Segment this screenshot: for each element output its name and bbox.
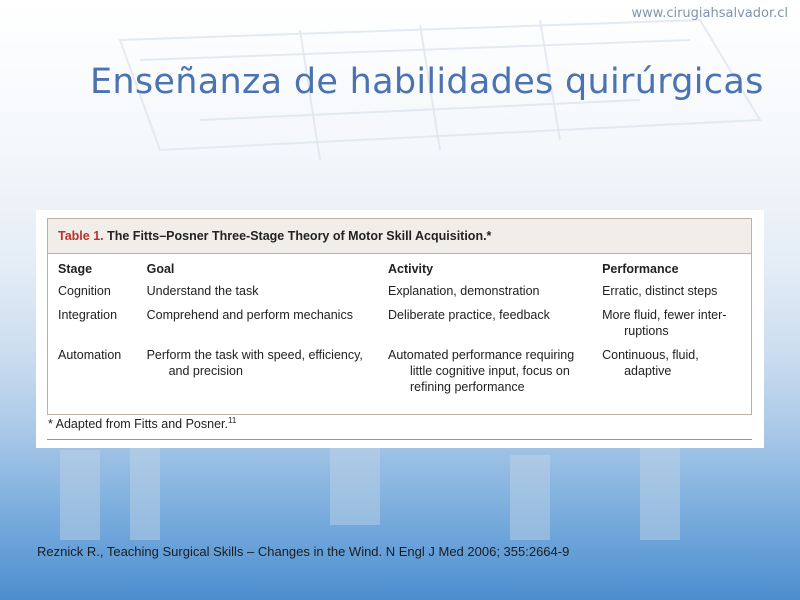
table-row [58, 283, 751, 307]
table-caption-text: The Fitts–Posner Three-Stage Theory of Motor Skill Acquisition.* [107, 229, 492, 243]
performance-cell [602, 347, 751, 403]
activity-cell [388, 283, 602, 307]
goal-cell [147, 283, 388, 307]
table-footnote [48, 416, 236, 431]
column-header: Activity [387, 262, 434, 276]
cell-line: Automated performance requiring [387, 348, 575, 362]
cell-line: Explanation, demonstration [387, 284, 540, 298]
motor-skill-table [58, 261, 751, 403]
cell-line: adaptive [624, 364, 672, 378]
cell-line: ruptions [624, 324, 669, 338]
table-row [58, 307, 751, 347]
table-number: Table 1. [58, 229, 104, 243]
cell-line: refining performance [409, 380, 525, 394]
activity-cell [388, 347, 602, 403]
goal-cell [147, 307, 388, 347]
column-header: Stage [58, 262, 93, 276]
activity-cell [388, 307, 602, 347]
table-frame [47, 218, 752, 415]
cell-line: Understand the task [146, 284, 259, 298]
column-header: Goal [146, 262, 175, 276]
table-header-row [58, 261, 751, 283]
slide-title: Enseñanza de habilidades quirúrgicas [90, 62, 764, 102]
stage-cell: Integration [58, 308, 118, 322]
cell-line: and precision [168, 364, 243, 378]
performance-cell [602, 307, 751, 347]
cell-line: Continuous, fluid, [602, 348, 699, 362]
footnote-text: * Adapted from Fitts and Posner. [48, 417, 228, 432]
table-figure [36, 210, 764, 448]
column-header: Performance [602, 262, 679, 276]
cell-line: Deliberate practice, feedback [387, 308, 550, 322]
stage-cell: Cognition [58, 284, 111, 298]
cell-line: Erratic, distinct steps [602, 284, 718, 298]
goal-cell [147, 347, 388, 403]
citation-text: Reznick R., Teaching Surgical Skills – Changes in the Wind. N Engl J Med 2006; 355:2664-9 [37, 544, 570, 559]
cell-line: Comprehend and perform mechanics [146, 308, 353, 322]
performance-cell [602, 283, 751, 307]
table-bottom-rule [47, 439, 752, 440]
stage-cell: Automation [58, 348, 122, 362]
website-url: www.cirugiahsalvador.cl [631, 6, 788, 21]
cell-line: little cognitive input, focus on [409, 364, 570, 378]
cell-line: Perform the task with speed, efficiency, [146, 348, 363, 362]
table-row [58, 347, 751, 403]
table-caption [48, 219, 751, 254]
cell-line: More fluid, fewer inter- [602, 308, 727, 322]
footnote-reference: 11 [227, 416, 237, 425]
